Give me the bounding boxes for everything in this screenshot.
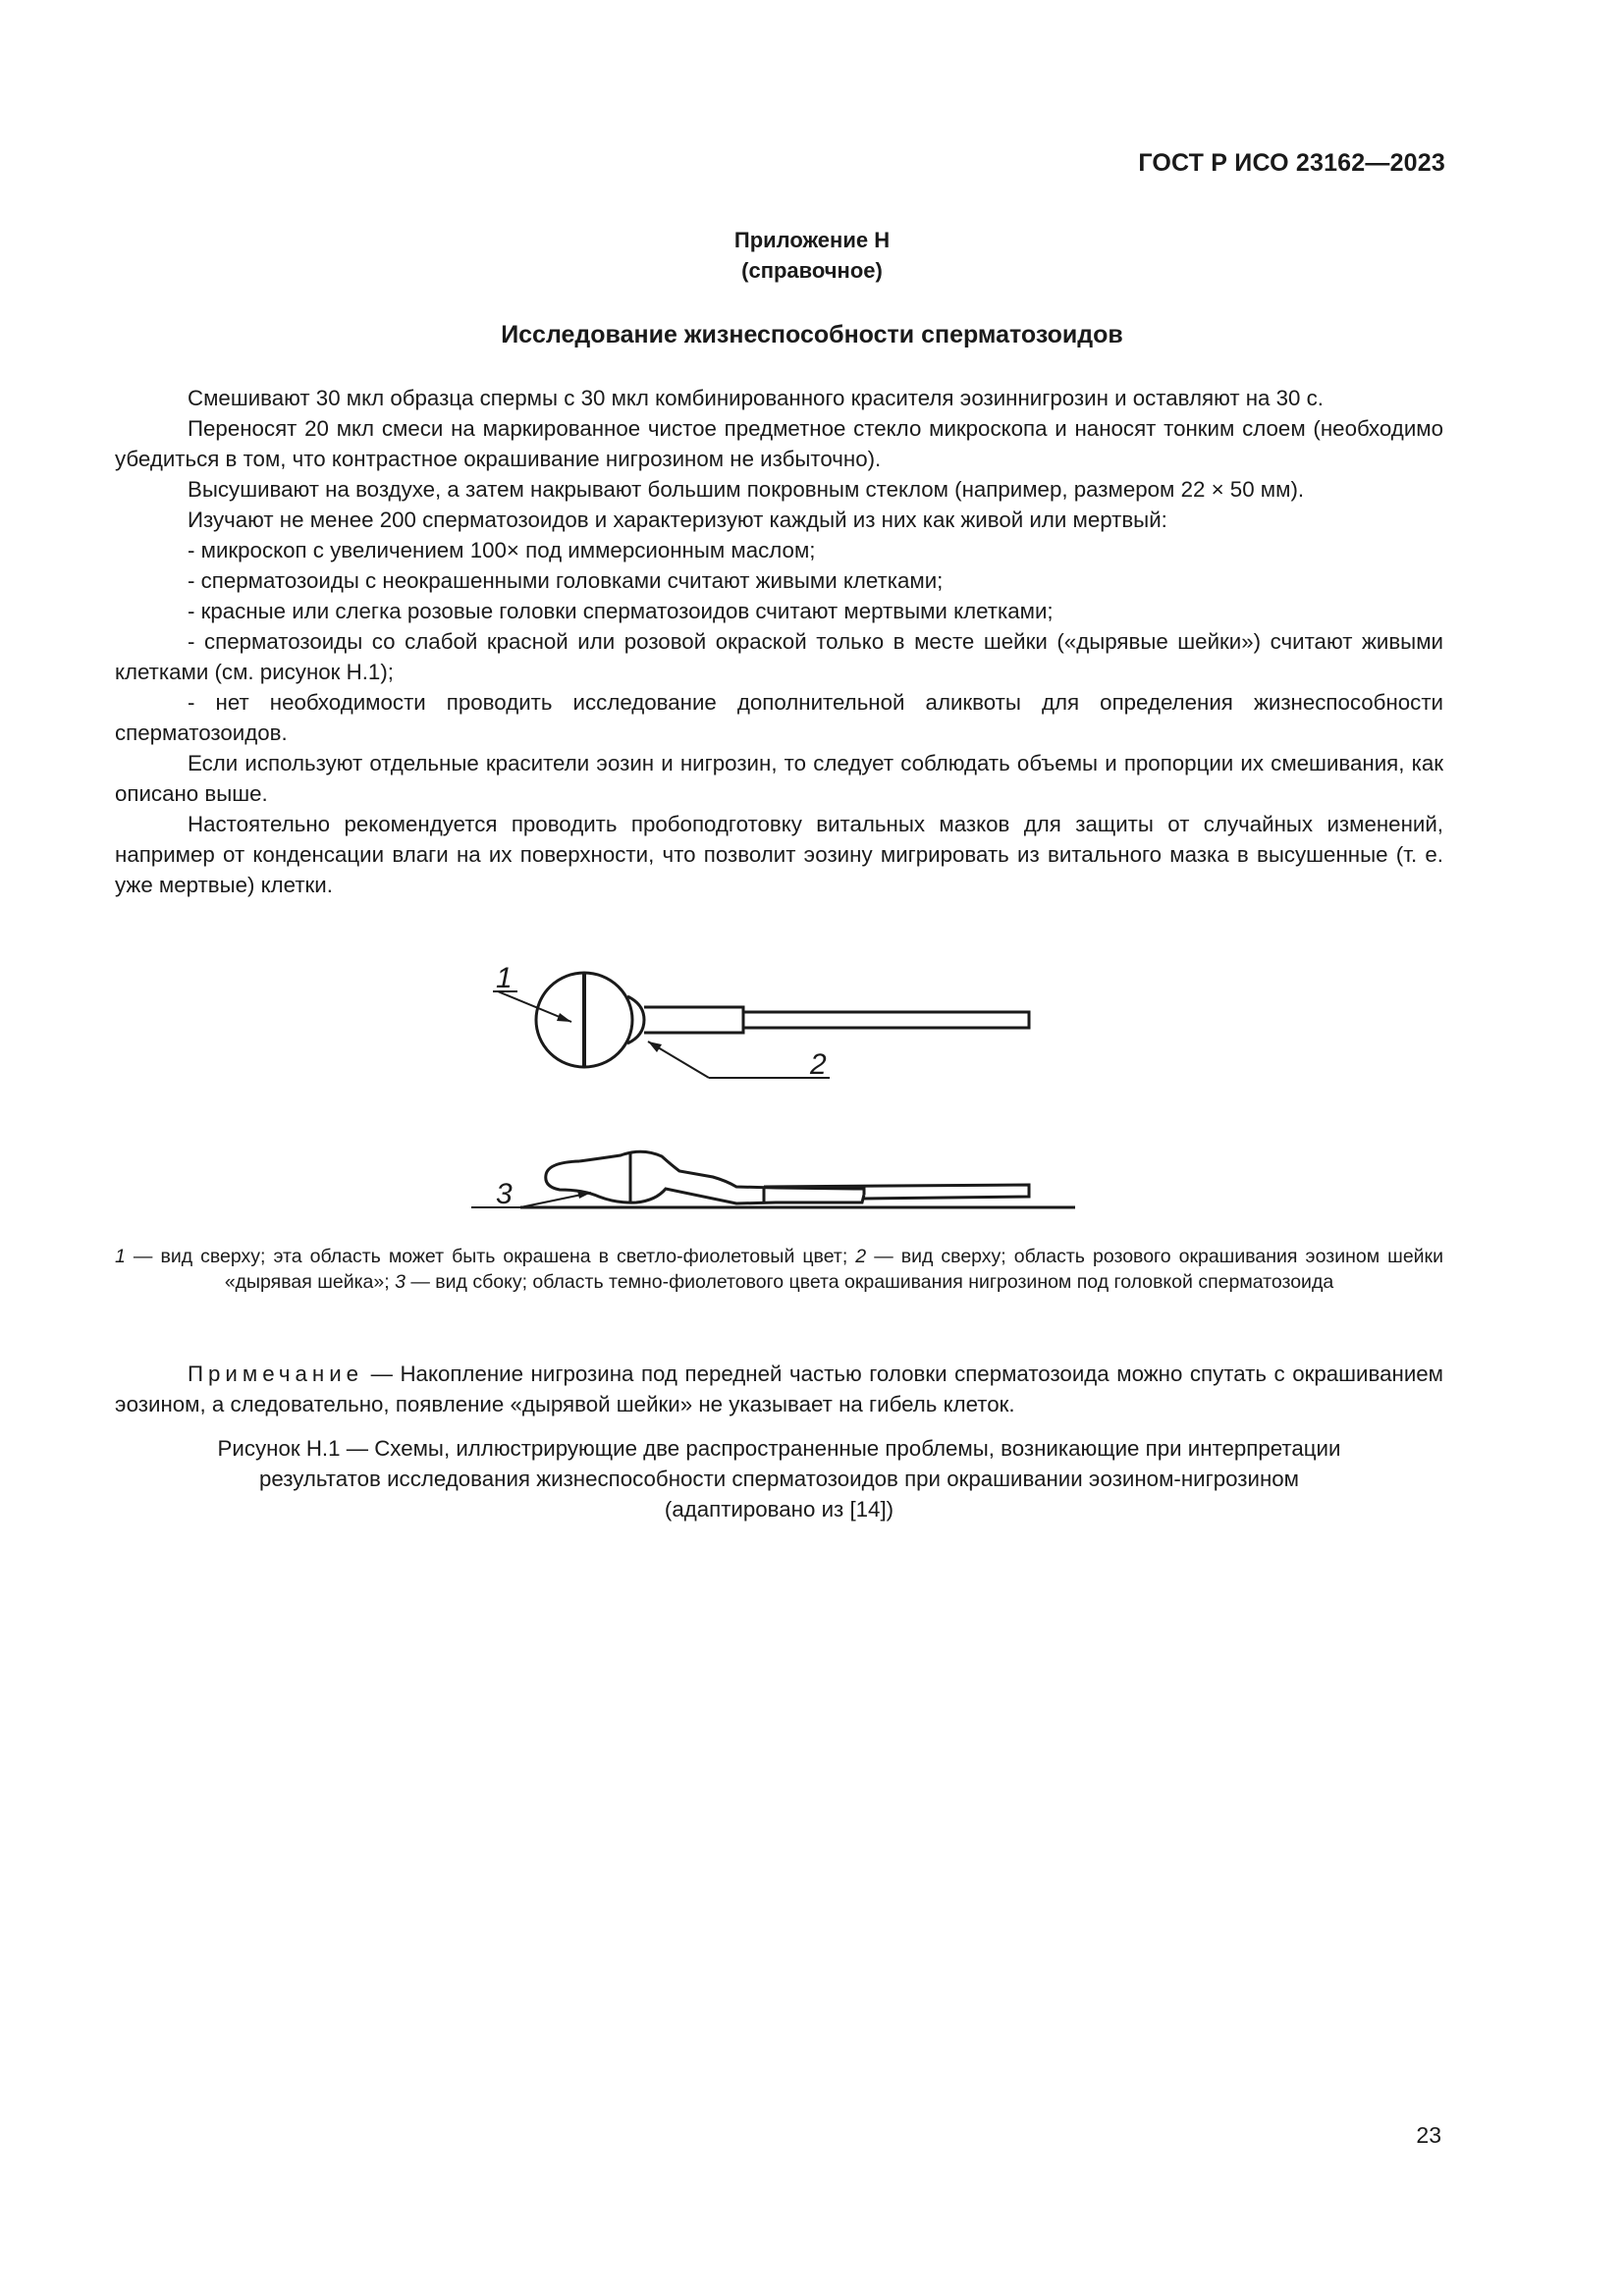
list-item: - микроскоп с увеличением 100× под иммерсионным маслом; — [188, 538, 816, 562]
list-item: - красные или слегка розовые головки сперматозоидов считают мертвыми клетками; — [188, 599, 1054, 623]
sperm-tail-top-view — [743, 1012, 1029, 1028]
label-2-arrowhead — [648, 1041, 662, 1052]
sperm-midpiece-top-view — [644, 1007, 743, 1033]
list-item: - нет необходимости проводить исследование дополнительной аликвоты для определения жизнеспособности сперматозоидов. — [115, 690, 1443, 745]
caption-line: Рисунок Н.1 — Схемы, иллюстрирующие две распространенные проблемы, возникающие при интерпретации — [217, 1436, 1341, 1461]
paragraph: Если используют отдельные красители эозин и нигрозин, то следует соблюдать объемы и пропорции их смешивания, как описано выше. — [115, 751, 1443, 806]
list-item: - сперматозоиды со слабой красной или розовой окраской только в месте шейки («дырявые шейки») считают живыми клетками (см. рисунок Н.1); — [115, 629, 1443, 684]
list-item: - сперматозоиды с неокрашенными головками считают живыми клетками; — [188, 568, 944, 593]
annex-title: Приложение Н — [733, 228, 891, 252]
caption-line: результатов исследования жизнеспособности сперматозоидов при окрашивании эозином-нигрозином — [258, 1467, 1300, 1491]
legend-number: 1 — [115, 1246, 126, 1267]
legend-number: 2 — [855, 1246, 867, 1267]
figure-label-3: 3 — [496, 1178, 513, 1210]
section-title: Исследование жизнеспособности сперматозоидов — [501, 321, 1123, 348]
legend-number: 3 — [395, 1271, 406, 1293]
legend-text: — вид сбоку; область темно-фиолетового цвета окрашивания нигрозином под головкой сперматозоида — [405, 1271, 1334, 1293]
note — [115, 1359, 1443, 1419]
figure-label-1: 1 — [496, 962, 513, 994]
paragraph: Переносят 20 мкл смеси на маркированное чистое предметное стекло микроскопа и наносят тонким слоем (необходимо убедиться в том, что контрастное окрашивание нигрозином не избыточно). — [115, 416, 1443, 471]
body-text — [115, 383, 1443, 900]
figure-legend — [115, 1244, 1443, 1295]
label-1-arrowhead — [557, 1013, 571, 1022]
sperm-body-side-view-top — [579, 1151, 864, 1195]
paragraph: Настоятельно рекомендуется проводить пробоподготовку витальных мазков для защиты от случайных изменений, например от конденсации влаги на их поверхности, что позволит эозину мигрировать из витального мазка в высушенные (т. е. уже мертвые) клетки. — [115, 812, 1443, 897]
legend-text: — вид сверху; эта область может быть окрашена в светло-фиолетовый цвет; — [125, 1246, 856, 1267]
legend-text: — вид сверху; область розового окрашивания эозином шейки «дырявая шейка»; — [224, 1246, 1443, 1293]
annex-subtitle: (справочное) — [741, 258, 883, 283]
paragraph: Смешивают 30 мкл образца спермы с 30 мкл комбинированного красителя эозиннигрозин и оставляют на 30 с. — [188, 386, 1324, 410]
note-label: Примечание — [188, 1362, 364, 1386]
caption-line: (адаптировано из [14]) — [664, 1497, 894, 1522]
figure-caption — [115, 1433, 1443, 1524]
sperm-diagram — [461, 957, 1080, 1217]
note-text: — Накопление нигрозина под передней частью головки сперматозоида можно спутать с окрашиванием эозином, а следовательно, появление «дырявой шейки» не указывает на гибель клеток. — [115, 1362, 1443, 1416]
figure-label-2: 2 — [810, 1048, 827, 1081]
page-number: 23 — [1416, 2122, 1441, 2148]
sperm-midpiece-side-view — [764, 1185, 1029, 1203]
paragraph: Изучают не менее 200 сперматозоидов и характеризуют каждый из них как живой или мертвый: — [188, 507, 1167, 532]
sperm-body-side-view — [546, 1161, 864, 1203]
document-code: ГОСТ Р ИСО 23162—2023 — [1138, 149, 1445, 177]
paragraph: Высушивают на воздухе, а затем накрывают большим покровным стеклом (например, размером 22 × 50 мм). — [188, 477, 1305, 502]
